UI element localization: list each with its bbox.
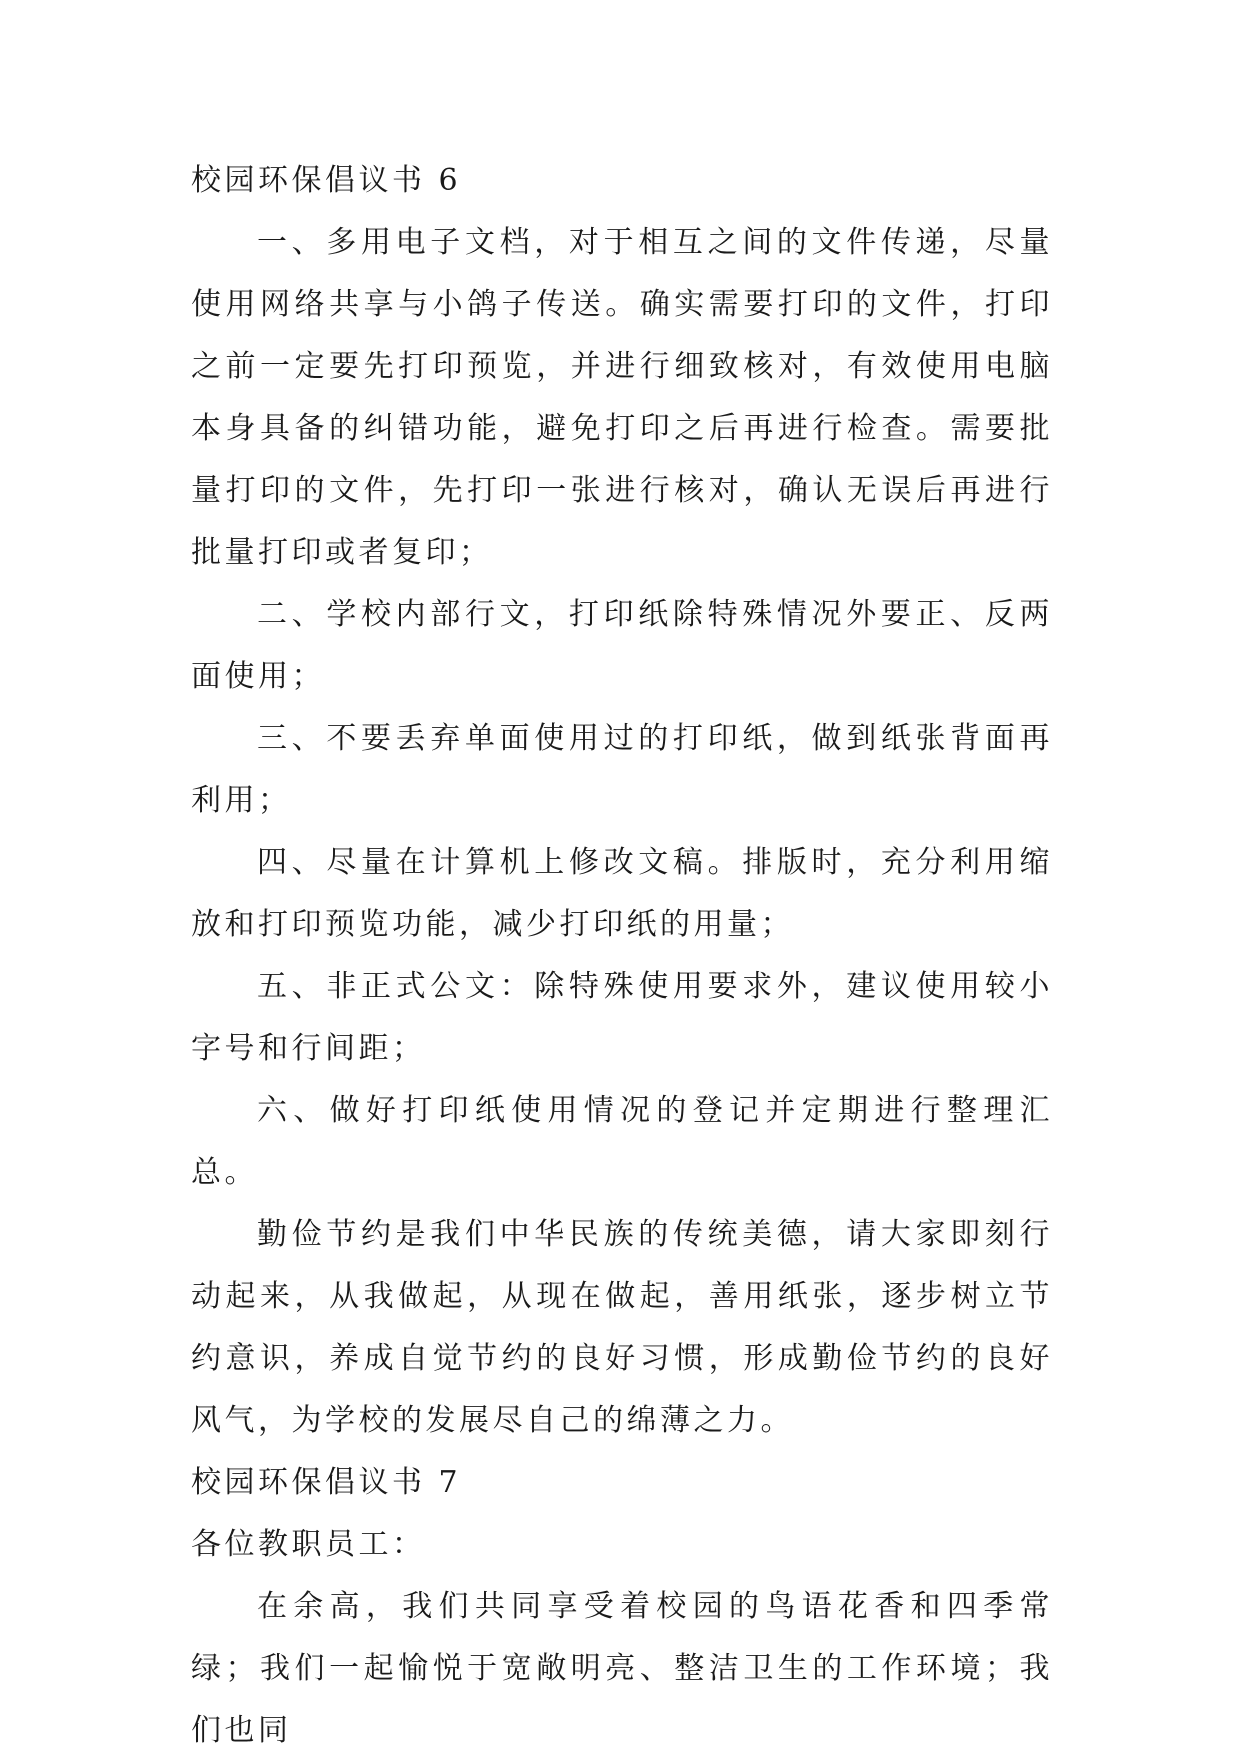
section-7-salutation: 各位教职员工： bbox=[191, 1527, 426, 1562]
section-6-paragraph-4: 四、尽量在计算机上修改文稿。排版时，充分利用缩放和打印预览功能，减少打印纸的用量； bbox=[191, 845, 1053, 942]
section-7-title: 校园环保倡议书 7 bbox=[191, 1465, 462, 1500]
section-6-closing-paragraph: 勤俭节约是我们中华民族的传统美德，请大家即刻行动起来，从我做起，从现在做起，善用纸张，逐步树立节约意识，养成自觉节约的良好习惯，形成勤俭节约的良好风气，为学校的发展尽自己的绵薄之力。 bbox=[191, 1217, 1053, 1438]
section-6-paragraph-5: 五、非正式公文：除特殊使用要求外，建议使用较小字号和行间距； bbox=[191, 969, 1053, 1066]
document-page bbox=[191, 150, 1053, 1762]
section-6-title: 校园环保倡议书 6 bbox=[191, 163, 462, 198]
section-6-paragraph-3: 三、不要丢弃单面使用过的打印纸，做到纸张背面再利用； bbox=[191, 721, 1053, 818]
section-6-paragraph-1: 一、多用电子文档，对于相互之间的文件传递，尽量使用网络共享与小鸽子传送。确实需要打印的文件，打印之前一定要先打印预览，并进行细致核对，有效使用电脑本身具备的纠错功能，避免打印之后再进行检查。需要批量打印的文件，先打印一张进行核对，确认无误后再进行批量打印或者复印； bbox=[191, 225, 1053, 570]
section-6-paragraph-6: 六、做好打印纸使用情况的登记并定期进行整理汇总。 bbox=[191, 1093, 1053, 1190]
section-6-paragraph-2: 二、学校内部行文，打印纸除特殊情况外要正、反两面使用； bbox=[191, 597, 1053, 694]
section-7-paragraph-1: 在余高，我们共同享受着校园的鸟语花香和四季常绿；我们一起愉悦于宽敞明亮、整洁卫生的工作环境；我们也同 bbox=[191, 1589, 1053, 1748]
